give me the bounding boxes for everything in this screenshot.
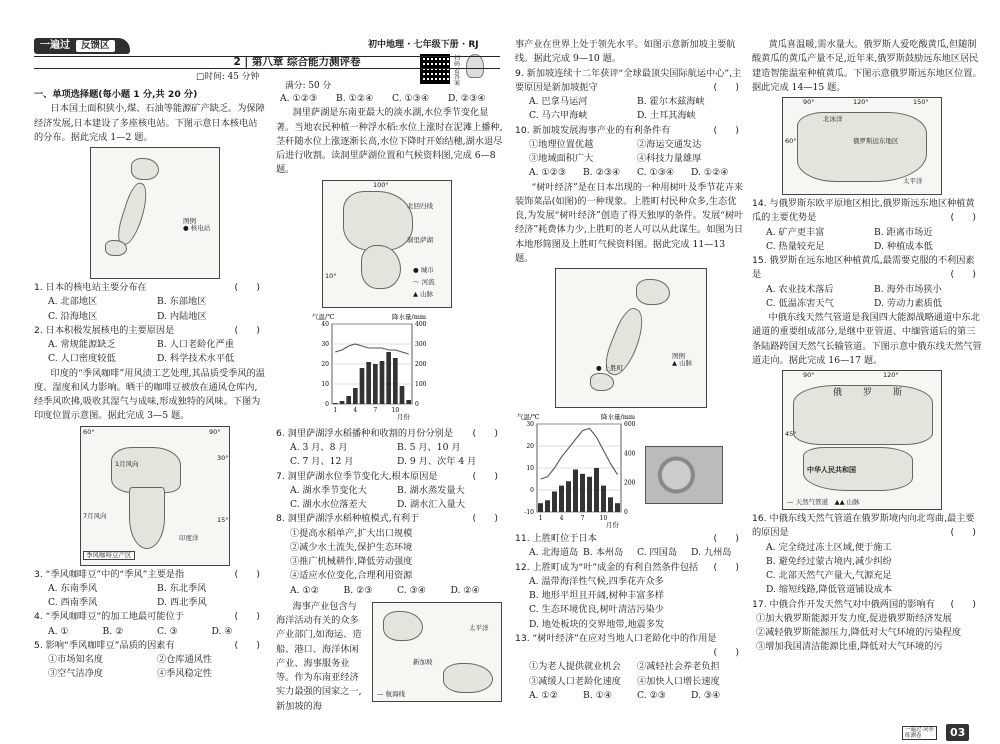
- x-tick-label: 7: [580, 515, 585, 522]
- option[interactable]: C. 四国岛: [637, 547, 678, 559]
- section-title: 一、单项选择题(每小题 1 分,共 20 分): [34, 89, 198, 100]
- option[interactable]: A. ①: [48, 625, 69, 637]
- option[interactable]: C. 生态环境优良,树叶清洁污染少: [529, 604, 664, 616]
- question-10-options: [515, 166, 745, 180]
- option[interactable]: D. 劳动力素质低: [874, 297, 943, 309]
- option[interactable]: B. 东北季风: [157, 582, 207, 594]
- option[interactable]: A. 农业技术落后: [766, 283, 834, 295]
- left-tick-label: 20: [321, 360, 329, 368]
- option[interactable]: D. 西北季风: [157, 597, 207, 608]
- option[interactable]: D. 九州岛: [691, 547, 732, 559]
- left-tick-label: 0: [530, 487, 534, 494]
- logo-main: 一遍过: [40, 40, 70, 52]
- passage-cucumber: 黄瓜喜温暖,需水量大。俄罗斯人爱吃酸黄瓜,但随制酸黄瓜的黄瓜产量不足,近年来,俄罗斯鼓励远东地区居民建造智能温室种植黄瓜。下图示意俄罗斯远东地区位置。据此完成 14—15 题。: [752, 39, 982, 93]
- x-tick-label: 10: [599, 515, 608, 522]
- map-tonle-sap: 100° 北回归线 洞里萨湖 10° ● 城市 ～ 河流 ▲ 山脉: [322, 180, 452, 308]
- option[interactable]: C. 湖水水位落差大: [290, 499, 367, 510]
- option[interactable]: A. 温带海洋性气候,四季花卉众多: [529, 575, 664, 587]
- climate-chart-1-svg: [310, 310, 434, 422]
- precip-bar: [587, 477, 592, 512]
- option[interactable]: B. 本州岛: [583, 547, 624, 559]
- question-4-options: [34, 625, 266, 639]
- option[interactable]: A. 3 月、8 月: [290, 442, 348, 453]
- map-russia-far-east: 90° 120° 150° 60° 俄罗斯远东地区 北冰洋 太平洋: [782, 97, 942, 195]
- option[interactable]: D. ①②④: [691, 167, 729, 179]
- map-japan-terrain: 图例 ▲ 山脉 ● 上胜町: [555, 268, 707, 408]
- option[interactable]: A. ①②: [290, 584, 319, 596]
- option[interactable]: C. 人口密度较低: [48, 353, 116, 365]
- right-axis-label: 降水量/mm: [601, 413, 636, 421]
- passage-japan-nuclear: 日本国土面积狭小,煤、石油等能源矿产缺乏。为保障经济发展,日本建设了多座核电站。下图示意日本核电站的分布。据此完成 1—2 题。: [34, 103, 265, 143]
- x-axis-label: 月份: [397, 412, 410, 421]
- question-11: 11. 上胜町位于日本 ( ): [515, 533, 739, 544]
- course-name: 初中地理 · 七年级下册 · RJ: [368, 40, 479, 50]
- passage-leaf-economy: “树叶经济”是在日本出现的一种用树叶及季节花卉来装饰菜品(如图)的一种现象。上胜町村民种众多,生态优良,为发展“树叶经济”创造了得天独厚的条件。发展“树叶经济”耗费体力少,上胜町的老人可以从此谋生。如图为日本地形简图及上胜町气候资料图。据此完成 11—13 题。: [515, 181, 744, 264]
- left-tick-label: 30: [321, 340, 329, 348]
- precip-bar: [615, 503, 620, 512]
- page-title: 2 | 第八章 综合能力测评卷: [34, 56, 500, 69]
- precip-bar: [406, 400, 411, 404]
- right-tick-label: 400: [624, 450, 636, 458]
- x-tick-label: 7: [373, 406, 378, 414]
- left-tick-label: 40: [321, 320, 329, 328]
- question-12: 12. 上胜町成为“叶”成金的有利自然条件包括 ( ): [515, 561, 739, 573]
- question-1: 1. 日本的核电站主要分布在 ( ): [34, 282, 260, 293]
- left-tick-label: -10: [524, 509, 534, 516]
- option[interactable]: A. 东南季风: [48, 582, 98, 594]
- question-15: 15. 俄罗斯在远东地区种植黄瓜,最需要克服的不利因素是 ( ): [752, 255, 976, 281]
- question-10: 10. 新加坡发展海事产业的有利条件有 ( ): [515, 124, 739, 136]
- x-tick-label: 4: [353, 406, 358, 414]
- precip-bar: [608, 497, 613, 512]
- climate-chart-tonle-sap: [310, 310, 504, 427]
- option[interactable]: A. 北海道岛: [529, 547, 579, 559]
- option[interactable]: D. 科学技术水平低: [157, 353, 235, 365]
- right-tick-label: 100: [415, 380, 427, 388]
- exam-score: 满分: 50 分: [285, 81, 332, 91]
- precip-bar: [400, 386, 405, 404]
- page-footer: [902, 724, 982, 738]
- option[interactable]: C. ①③④: [392, 93, 430, 104]
- option[interactable]: B. 湖水蒸发量大: [397, 484, 465, 496]
- precip-bar: [393, 358, 398, 404]
- question-9-options: [515, 95, 745, 124]
- right-tick-label: 400: [415, 320, 427, 328]
- option[interactable]: B. 霍尔木兹海峡: [637, 96, 705, 107]
- precip-bar: [346, 396, 351, 404]
- map-gas-pipeline: 90° 120° 俄 罗 斯 45° 中华人民共和国 — 天然气管道 ▲▲ 山脉: [782, 370, 942, 510]
- question-12-options: [515, 575, 745, 632]
- column-1: [34, 88, 266, 682]
- option[interactable]: B. ②: [102, 625, 124, 637]
- precip-bar: [366, 362, 371, 404]
- precip-bar: [566, 481, 571, 512]
- option[interactable]: C. 7 月、12 月: [290, 456, 354, 468]
- question-4: 4. “季风咖啡豆”的加工地最可能位于 ( ): [34, 611, 260, 623]
- precip-bar: [601, 486, 606, 512]
- column-4: [752, 38, 982, 655]
- question-6-options: [276, 441, 504, 470]
- option[interactable]: D. 缩短线路,降低管道铺设成本: [766, 584, 893, 596]
- x-tick-label: 10: [391, 406, 400, 414]
- question-5-options: [276, 92, 504, 106]
- question-14-options: [752, 226, 982, 255]
- option[interactable]: C. 西南季风: [48, 597, 98, 608]
- precip-bar: [373, 364, 378, 404]
- x-tick-label: 1: [538, 515, 543, 522]
- question-11-options: [515, 546, 745, 560]
- option[interactable]: B. ②③④: [583, 167, 621, 179]
- option[interactable]: D. 内陆地区: [157, 310, 207, 322]
- question-17: 17. 中俄合作开发天然气对中俄两国的影响有 ( ): [752, 598, 976, 610]
- map-legend: 图例 ● 核电站: [183, 217, 211, 233]
- passage-maritime: 海事产业包含与海洋活动有关的众多产业部门,如海运、造船、港口、海洋休闲产业、海事服务业等。作为东南亚经济实力最强的国家之一,新加坡的海: [276, 600, 362, 712]
- question-10-statements: ①地理位置优越 ②海运交通发达 ③地域面积广大 ④科技力量雄厚: [529, 138, 702, 164]
- right-tick-label: 0: [624, 509, 628, 516]
- question-16-options: [752, 541, 982, 598]
- question-16: 16. 中俄东线天然气管道在俄罗斯境内向北弯曲,最主要的原因是 ( ): [752, 513, 976, 539]
- precip-bar: [380, 361, 385, 404]
- option[interactable]: A. 完全绕过冻土区域,便于施工: [766, 541, 892, 553]
- option[interactable]: C. 沿海地区: [48, 310, 98, 322]
- option[interactable]: C. 低温冻害天气: [766, 297, 834, 309]
- option[interactable]: B. 人口老龄化严重: [157, 339, 234, 350]
- leaf-figures: [515, 410, 745, 532]
- map-japan-nuclear: [90, 147, 220, 279]
- question-7: 7. 洞里萨湖水位季节变化大,根本原因是 ( ): [276, 470, 498, 482]
- option[interactable]: A. 北部地区: [48, 296, 98, 308]
- exam-time: □时间: 45 分钟: [196, 72, 260, 82]
- question-6: 6. 洞里萨湖浮水稻播种和收割的月份分别是 ( ): [276, 427, 498, 439]
- right-tick-label: 600: [624, 421, 636, 428]
- leaf-dish-photo: [645, 446, 723, 504]
- question-13: 13. “树叶经济”在应对当地人口老龄化中的作用是: [515, 632, 717, 644]
- option[interactable]: D. ②④: [450, 584, 480, 596]
- question-13-statements: ①为老人提供就业机会 ②减轻社会养老负担 ③减缓人口老龄化速度 ④加快人口增长速度: [529, 661, 720, 687]
- option[interactable]: A. 常规能源缺乏: [48, 339, 116, 350]
- option[interactable]: B. 地形平坦且开阔,树种丰富多样: [529, 590, 664, 601]
- option[interactable]: C. 热量较充足: [766, 240, 825, 252]
- map-india: 60° 90° 1月风向 7月风向 30° 15° 印度洋 季风咖啡豆产区: [80, 426, 230, 566]
- left-tick-label: 20: [526, 443, 534, 450]
- footer-brand: 一遍过·同步 练测卷: [902, 726, 937, 740]
- precip-bar: [360, 368, 365, 404]
- precip-bar: [594, 468, 599, 512]
- option[interactable]: D. ④: [211, 625, 233, 637]
- left-axis-label: 气温/℃: [517, 413, 540, 421]
- question-14: 14. 与俄罗斯东欧平原地区相比,俄罗斯远东地区种植黄瓜的主要优势是 ( ): [752, 198, 976, 224]
- precip-bar: [333, 403, 338, 404]
- option[interactable]: A. 巴拿马运河: [529, 96, 588, 107]
- precip-bar: [538, 503, 543, 512]
- option[interactable]: D. 湖水汇入量大: [397, 499, 466, 510]
- left-tick-label: 0: [325, 400, 329, 408]
- right-tick-label: 0: [415, 400, 419, 408]
- question-1-options: [34, 295, 266, 324]
- precip-bar: [552, 491, 557, 512]
- option[interactable]: D. 种植成本低: [874, 240, 933, 252]
- left-axis-label: 气温/℃: [312, 312, 335, 321]
- option[interactable]: C. ②③: [637, 689, 667, 701]
- option[interactable]: A. 湖水季节变化大: [290, 484, 367, 496]
- passage-gas-pipeline: 中俄东线天然气管道是我国四大能源战略通道中东北通道的重要组成部分,是继中亚管道、中缅管道后的第三条陆路跨国天然气长输管道。下图示意中俄东线天然气管道走向。据此完成 16—17 题。: [752, 312, 982, 366]
- map-singapore-routes: 新加坡 太平洋 — 航海线: [372, 602, 502, 702]
- passage-maritime-cont: 事产业在世界上处于领先水平。如图示意新加坡主要航线。据此完成 9—10 题。: [515, 39, 736, 65]
- passage-monsoon-coffee: 印度的“季风咖啡”用风渍工艺处理,其品质受季风的温度、湿度和风力影响。晒干的咖啡豆被放在通风仓库内,经季风吹拂,吸收其湿气与成味,形成独特的风味。下图为印度位置示意图。据此完成 3—5 题。: [34, 367, 265, 422]
- question-8: 8. 洞里萨湖浮水稻种植模式,有利于 ( ): [276, 513, 498, 525]
- option[interactable]: B. 避免经过蒙古境内,减少纠纷: [766, 555, 892, 567]
- question-9: 9. 新加坡连续十二年获评“全球最顶尖国际航运中心”,主要原因是新加坡扼守 ( ): [515, 67, 742, 93]
- logo-tag: 反馈区: [76, 40, 115, 52]
- right-tick-label: 200: [415, 360, 427, 368]
- question-7-options: [276, 484, 504, 513]
- option[interactable]: B. ①④: [583, 689, 613, 701]
- question-2-options: [34, 338, 266, 367]
- precip-bar: [340, 401, 345, 404]
- climate-chart-2-svg: [515, 410, 643, 530]
- option[interactable]: A. 矿产更丰富: [766, 226, 825, 238]
- precip-bar: [545, 500, 550, 512]
- option[interactable]: C. ③: [157, 625, 178, 637]
- left-tick-label: 10: [526, 465, 534, 472]
- question-5: 5. 影响“季风咖啡豆”品质的因素有 ( ): [34, 639, 260, 651]
- page-number: 03: [946, 724, 969, 741]
- column-3: 事产业在世界上处于领先水平。如图示意新加坡主要航线。据此完成 9—10 题。 9. 新加坡连续十二年获评“全球最顶尖国际航运中心”,主要原因是新加坡扼守 ( ) A. 巴拿马运河 B. 霍尔木兹海峡 C. 马六甲海峡 D. 土耳其海峡 10. 新加坡发展海事产业的有利条件有 ( ) ①地理位置优越 ②海运交通发达 ③地域面积广大 ④科技力量雄厚 A. ①②③ B. ②③④ C. ①③④ D. ①②④ “树叶经济”是在日本出现的一种用树叶及季节花卉来装饰菜品(如图)的一种现象。上胜町村民种众多,生态优良,为发展“树叶经济”创造了得天独厚的条件。发展“树叶经济”耗费体力少,上胜町的老人可以从此谋生。如图为日本地形简图及上胜町气候资料图。据此完成 11—13 题。 图例 ▲ 山脉 ● 上胜町 气温/℃ 降水量/mm -10 0 10 20 30 0 200 400 600 1 4 7 10 月份 11. 上胜町位于日本 ( ) A. 北海道岛 B. 本州岛 C. 四国岛 D. 九州岛 12. 上胜町成为“叶”成金的有利自然条件包括 ( ) A. 温带海洋性气候,四季花卉众多 B. 地形平坦且开阔,树种丰富多样 C. 生态环境优良,树叶清洁污染少 D. 地处板块的交界地带,地震多发 13. “树叶经济”在应对当地人口老龄化中的作用是 ( ) ①为老人提供就业机会 ②减轻社会养老负担 ③减缓人口老龄化速度 ④加快人口增长速度 A. ①② B. ①④ C. ②③ D. ③④: [515, 38, 745, 703]
- question-2: 2. 日本积极发展核电的主要原因是 ( ): [34, 324, 260, 336]
- option[interactable]: C. ①③④: [637, 167, 675, 179]
- option[interactable]: B. 东部地区: [157, 296, 207, 308]
- question-13-options: [515, 689, 745, 703]
- option[interactable]: B. ①②④: [336, 93, 374, 104]
- option[interactable]: C. 北部天然气产量大,气源充足: [766, 570, 892, 581]
- right-tick-label: 200: [624, 479, 636, 487]
- option[interactable]: D. ③④: [691, 689, 721, 701]
- option[interactable]: D. 土耳其海峡: [637, 110, 696, 122]
- qr-label: 扫码看答案: [454, 55, 461, 88]
- question-17-statements: ①加大俄罗斯能源开发力度,促进俄罗斯经济发展 ②减轻俄罗斯能源压力,降低对大气环境的污染程度 ③增加我国清洁能源比重,降低对大气环境的污: [756, 612, 962, 653]
- right-axis-label: 降水量/mm: [392, 312, 427, 321]
- option[interactable]: A. ①②: [529, 689, 558, 701]
- precip-bar: [353, 388, 358, 404]
- option[interactable]: B. ②③: [343, 584, 373, 596]
- option[interactable]: D. ②③④: [448, 93, 486, 104]
- precip-bar: [573, 469, 578, 512]
- precip-bar: [559, 486, 564, 512]
- precip-bar: [386, 352, 391, 404]
- left-tick-label: 30: [526, 421, 534, 428]
- x-tick-label: 4: [559, 515, 564, 522]
- right-tick-label: 300: [415, 340, 427, 348]
- x-axis-label: 月份: [606, 521, 619, 529]
- precip-bar: [580, 474, 585, 512]
- question-8-statements: ①提高水稻单产,扩大出口规模 ②减少水土流失,保护生态环境 ③推广机械耕作,降低劳动强度 ④适应水位变化,合理利用资源: [290, 527, 413, 582]
- brand-logo: [34, 38, 130, 54]
- column-2: [276, 92, 504, 712]
- question-8-options: [276, 584, 504, 598]
- option[interactable]: A. ①②③: [280, 93, 318, 104]
- x-tick-label: 1: [333, 406, 338, 414]
- question-3: 3. “季风咖啡豆”中的“季风”主要是指 ( ): [34, 568, 260, 580]
- option[interactable]: A. ①②③: [529, 167, 567, 179]
- option[interactable]: D. 9 月、次年 4 月: [397, 456, 477, 468]
- option[interactable]: D. 地处板块的交界地带,地震多发: [529, 618, 665, 630]
- option[interactable]: B. 距离市场近: [874, 226, 933, 238]
- option[interactable]: C. 马六甲海峡: [529, 110, 588, 122]
- passage-tonle-sap: 洞里萨湖是东南亚最大的淡水湖,水位季节变化显著。当地农民种植一种浮水稻:水位上涨时在泥滩上播种,茎秆随水位上涨逐渐长高,水位下降时开始结穗,湖水退尽后进行收割。读洞里萨湖位置和气候资料图,完成 6—8 题。: [276, 107, 503, 176]
- option[interactable]: B. 海外市场狭小: [874, 283, 942, 295]
- left-tick-label: 10: [321, 380, 329, 388]
- question-15-options: [752, 283, 982, 312]
- question-5-statements: ①市场知名度 ②仓库通风性 ③空气洁净度 ④季风稳定性: [48, 654, 213, 680]
- question-3-options: [34, 582, 266, 611]
- option[interactable]: C. ③④: [397, 584, 427, 596]
- option[interactable]: B. 5 月、10 月: [397, 442, 461, 453]
- singapore-block: [276, 600, 504, 712]
